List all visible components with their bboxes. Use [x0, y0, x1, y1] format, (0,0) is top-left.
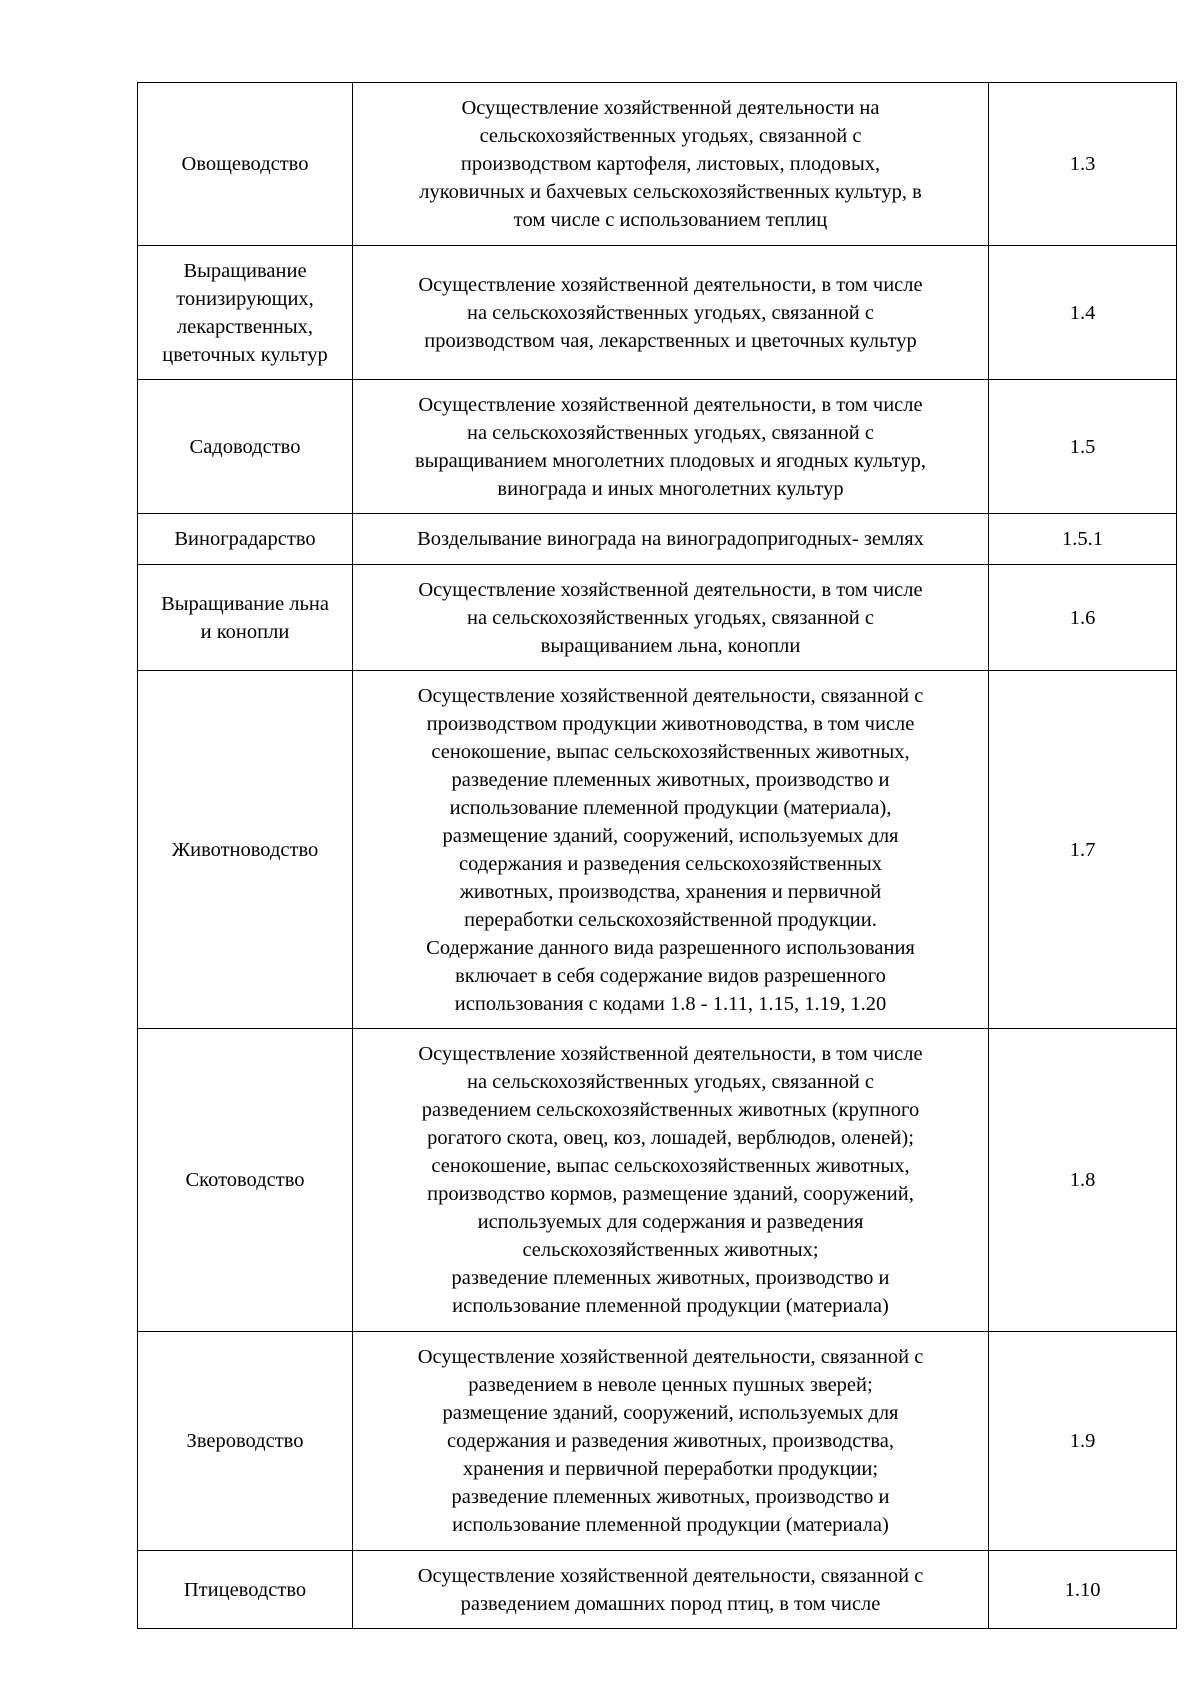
use-code-cell: 1.10 — [989, 1551, 1177, 1629]
table-row — [138, 1332, 1177, 1551]
use-name-cell: Выращивание тонизирующих, лекарственных, цветочных культур — [138, 246, 353, 380]
use-name-cell: Скотоводство — [138, 1029, 353, 1332]
use-name-cell: Выращивание льна и конопли — [138, 565, 353, 671]
use-code-cell: 1.8 — [989, 1029, 1177, 1332]
use-name-cell: Звероводство — [138, 1332, 353, 1551]
use-code-cell: 1.3 — [989, 83, 1177, 246]
use-description-cell: Осуществление хозяйственной деятельности, связанной с разведением домашних пород птиц, в том числе — [353, 1551, 989, 1629]
use-description-cell: Осуществление хозяйственной деятельности, связанной с разведением в неволе ценных пушных зверей; размещение зданий, сооружений, используемых для содержания и разведения животных, производства, хранения и первичной переработки продукции; разведение племенных животных, производство и использование племенной продукции (материала) — [353, 1332, 989, 1551]
use-code-cell: 1.5.1 — [989, 514, 1177, 565]
use-description-cell: Осуществление хозяйственной деятельности, связанной с производством продукции животноводства, в том числе сенокошение, выпас сельскохозяйственных животных, разведение племенных животных, производство и использование племенной продукции (материала), размещение зданий, сооружений, используемых для содержания и разведения сельскохозяйственных животных, производства, хранения и первичной переработки сельскохозяйственной продукции. Содержание данного вида разрешенного использования включает в себя содержание видов разрешенного использования с кодами 1.8 - 1.11, 1.15, 1.19, 1.20 — [353, 671, 989, 1029]
table-row — [138, 565, 1177, 671]
use-description-cell: Осуществление хозяйственной деятельности на сельскохозяйственных угодьях, связанной с производством картофеля, листовых, плодовых, луковичных и бахчевых сельскохозяйственных культур, в том числе с использованием теплиц — [353, 83, 989, 246]
use-code-cell: 1.9 — [989, 1332, 1177, 1551]
table-row — [138, 1551, 1177, 1629]
land-use-table — [137, 82, 1177, 1629]
use-code-cell: 1.4 — [989, 246, 1177, 380]
use-code-cell: 1.7 — [989, 671, 1177, 1029]
use-name-cell: Садоводство — [138, 380, 353, 514]
use-name-cell: Овощеводство — [138, 83, 353, 246]
use-description-cell: Осуществление хозяйственной деятельности, в том числе на сельскохозяйственных угодьях, связанной с разведением сельскохозяйственных животных (крупного рогатого скота, овец, коз, лошадей, верблюдов, оленей); сенокошение, выпас сельскохозяйственных животных, производство кормов, размещение зданий, сооружений, используемых для содержания и разведения сельскохозяйственных животных; разведение племенных животных, производство и использование племенной продукции (материала) — [353, 1029, 989, 1332]
use-description-cell: Осуществление хозяйственной деятельности, в том числе на сельскохозяйственных угодьях, связанной с производством чая, лекарственных и цветочных культур — [353, 246, 989, 380]
table-row — [138, 246, 1177, 380]
table-row — [138, 514, 1177, 565]
use-name-cell: Виноградарство — [138, 514, 353, 565]
table-row — [138, 671, 1177, 1029]
use-name-cell: Птицеводство — [138, 1551, 353, 1629]
table-row — [138, 83, 1177, 246]
use-name-cell: Животноводство — [138, 671, 353, 1029]
use-description-cell: Осуществление хозяйственной деятельности, в том числе на сельскохозяйственных угодьях, связанной с выращиванием многолетних плодовых и ягодных культур, винограда и иных многолетних культур — [353, 380, 989, 514]
use-code-cell: 1.5 — [989, 380, 1177, 514]
table-row — [138, 1029, 1177, 1332]
use-description-cell: Осуществление хозяйственной деятельности, в том числе на сельскохозяйственных угодьях, связанной с выращиванием льна, конопли — [353, 565, 989, 671]
use-code-cell: 1.6 — [989, 565, 1177, 671]
table-row — [138, 380, 1177, 514]
use-description-cell: Возделывание винограда на виноградопригодных- землях — [353, 514, 989, 565]
